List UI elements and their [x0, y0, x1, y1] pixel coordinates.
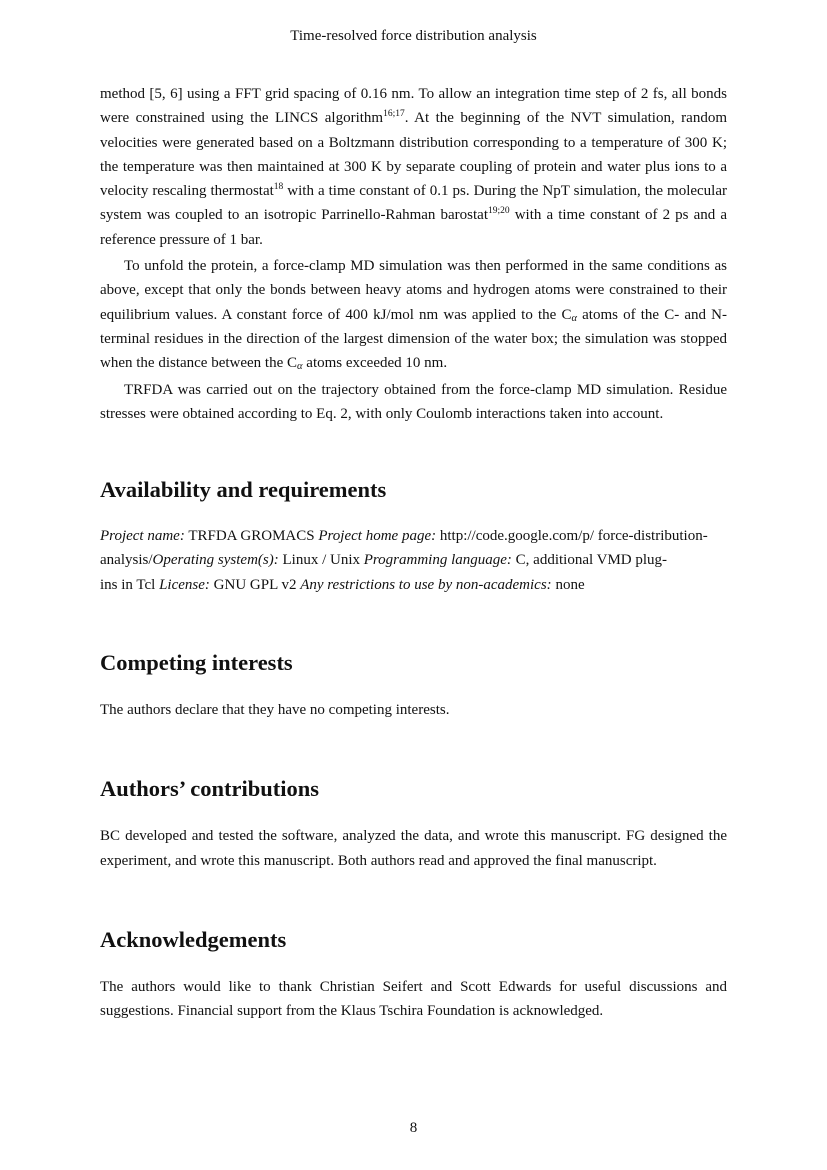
text-span: with a time constant of 2 ps and a reference pressure of 1 bar. — [100, 207, 727, 248]
running-head: Time-resolved force distribution analysis — [290, 28, 537, 44]
field-value: GNU GPL v2 — [209, 576, 301, 593]
project-home-page-link[interactable]: http://code.google.com/p/ force-distribution- — [436, 528, 708, 545]
availability-paragraph — [100, 524, 727, 597]
alpha-subscript: α — [571, 312, 577, 324]
field-label: Project name: — [100, 528, 185, 545]
text-span: To unfold the protein, a force-clamp MD simulation was then performed in the same conditions as above, except that only the bonds between heavy atoms and hydrogen atoms were constrained to their equilibrium values. A constant force of 400 kJ/mol nm was applied to the C — [100, 258, 727, 323]
text-span: atoms of the C- and N-terminal residues in the direction of the largest dimension of the water box; the simulation was stopped when the distance between the C — [100, 306, 727, 372]
text-span: . At the beginning of the NVT simulation, random velocities were generated based on a Boltzmann distribution corresponding to a temperature of 300 K; the temperature was then maintained at 300 K by separate coupling of protein and water plus ions to a velocity rescaling thermostat — [100, 110, 727, 200]
section-heading-contributions: Authors’ contributions — [100, 776, 319, 802]
field-label: Any restrictions to use by non-academics: — [300, 576, 552, 593]
methods-paragraph-2 — [100, 254, 727, 375]
contributions-paragraph: BC developed and tested the software, analyzed the data, and wrote this manuscript. FG designed the experiment, and wrote this manuscript. Both authors read and approved the final manuscript. — [100, 828, 727, 869]
acknowledgements-paragraph: The authors would like to thank Christian Seifert and Scott Edwards for useful discussions and suggestions. Financial support from the Klaus Tschira Foundation is acknowledged. — [100, 978, 727, 1020]
section-heading-availability: Availability and requirements — [100, 477, 387, 503]
competing-paragraph: The authors declare that they have no competing interests. — [100, 702, 450, 719]
section-heading-acknowledgements: Acknowledgements — [100, 926, 287, 952]
field-label: Project home page: — [318, 528, 437, 545]
project-home-page-link[interactable]: analysis/ — [100, 552, 153, 569]
text-span: atoms exceeded 10 nm. — [302, 355, 448, 372]
field-label: Operating system(s): — [152, 552, 279, 569]
text-span: with a time constant of 0.1 ps. During the NpT simulation, the molecular system was coupled to an isotropic Parrinello-Rahman barostat — [100, 183, 727, 224]
citation: 16;17 — [383, 109, 405, 120]
field-label: License: — [159, 576, 210, 593]
section-heading-competing: Competing interests — [100, 650, 293, 676]
citation: 19;20 — [488, 206, 510, 217]
field-value: C, additional VMD plug- — [511, 552, 668, 569]
field-value: ins in Tcl — [100, 576, 160, 593]
field-value: none — [551, 576, 585, 593]
text-span: method [5, 6] using a FFT grid spacing of 0.16 nm. To allow an integration time step of 2 fs, all bonds were constrained using the LINCS algorithm — [100, 86, 727, 127]
field-label: Programming language: — [363, 552, 512, 569]
page-number: 8 — [409, 1120, 418, 1136]
field-value: Linux / Unix — [278, 552, 364, 569]
citation: 18 — [273, 182, 284, 193]
alpha-subscript: α — [297, 361, 303, 373]
page-body — [100, 82, 727, 1024]
methods-paragraph-3: TRFDA was carried out on the trajectory obtained from the force-clamp MD simulation. Residue stresses were obtained according to Eq. 2, with only Coulomb interactions taken into account. — [100, 381, 727, 422]
methods-paragraph-1 — [100, 82, 727, 252]
field-value: TRFDA GROMACS — [184, 528, 319, 545]
